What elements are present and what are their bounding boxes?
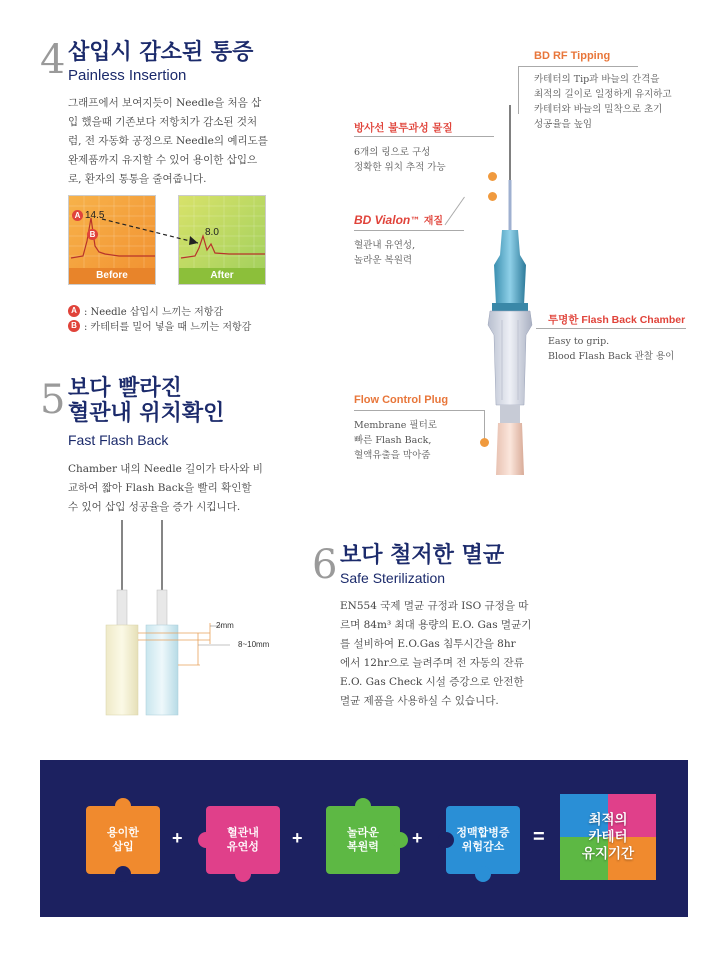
section-5-body <box>68 460 288 517</box>
piece-line: 삽입 <box>112 840 134 853</box>
vialon-body <box>354 238 415 268</box>
plug-leader <box>484 410 485 440</box>
rf-line: 성공율을 높임 <box>534 119 593 130</box>
section-4-subtitle: Painless Insertion <box>68 67 187 84</box>
piece-line: 복원력 <box>347 840 379 853</box>
vialon-line: 혈관내 유연성, <box>354 240 416 251</box>
rf-tipping-title: BD RF Tipping <box>534 50 611 62</box>
flashback-body <box>548 334 674 364</box>
vialon-brand: BD Vialon <box>354 213 411 227</box>
flashback-title: 투명한 Flash Back Chamber <box>548 314 686 326</box>
needle-comparison-illustration <box>90 520 290 720</box>
body-line: EN554 국제 멸균 규정과 ISO 규정을 따 <box>340 600 529 612</box>
piece-line: 혈관내 <box>227 826 259 839</box>
body-line: 르며 84m³ 최대 용량의 E.O. Gas 멸균기 <box>340 619 532 631</box>
plus-sign: + <box>412 828 423 848</box>
dimension-8-10mm: 8~10mm <box>238 640 270 649</box>
puzzle-knob-icon <box>115 798 131 814</box>
vialon-title <box>354 212 443 227</box>
body-line: E.O. Gas Check 시설 증강으로 안전한 <box>340 676 524 688</box>
benefits-banner <box>40 760 688 917</box>
radiopaque-line: 정확한 위치 추적 가능 <box>354 162 446 173</box>
plug-line: 혈액유출을 막아줌 <box>354 450 431 461</box>
piece-line: 정맥합병증 <box>456 826 510 839</box>
result-puzzle <box>560 794 656 880</box>
equals-sign: = <box>533 826 545 848</box>
flashback-divider <box>536 328 686 329</box>
body-line: 를 설비하여 E.O.Gas 침투시간을 8hr <box>340 638 516 650</box>
legend-b <box>68 318 251 333</box>
body-line: 럼, 전 자동화 공정으로 Needle의 예리도를 <box>68 135 268 147</box>
section-6-body <box>340 597 580 711</box>
section-5-title-line2: 혈관내 위치확인 <box>68 401 225 427</box>
vialon-dot-icon <box>488 192 497 201</box>
radiopaque-dot-icon <box>488 172 497 181</box>
body-line: Chamber 내의 Needle 길이가 타사와 비 <box>68 463 263 475</box>
result-line: 최적의 <box>588 811 628 828</box>
dimension-2mm: 2mm <box>216 621 234 630</box>
rf-line: 카테터와 바늘의 밀착으로 초기 <box>534 104 663 115</box>
rf-leader <box>518 66 519 114</box>
section-6-subtitle: Safe Sterilization <box>340 570 446 586</box>
legend-b-text: : 카테터를 밀어 넣을 때 느끼는 저항감 <box>84 322 252 333</box>
piece-line: 위험감소 <box>461 840 505 853</box>
body-line: 그래프에서 보여지듯이 Needle을 처음 삽 <box>68 97 262 109</box>
vialon-line: 놀라운 복원력 <box>354 255 413 266</box>
puzzle-piece-flexibility <box>206 806 280 874</box>
before-label: Before <box>69 268 155 284</box>
section-5-title-line1: 보다 빨라진 <box>68 376 182 401</box>
rf-line: 카테터의 Tip과 바늘의 간격을 <box>534 74 660 85</box>
body-line: 교하여 짧아 Flash Back을 빨리 확인할 <box>68 482 252 494</box>
section-4-body <box>68 94 298 189</box>
section-4-title: 삽입시 감소된 통증 <box>68 40 254 65</box>
marker-a-icon: A <box>72 210 83 221</box>
puzzle-knob-icon <box>475 866 491 882</box>
body-line: 완제품까지 유지할 수 있어 용이한 삽입으 <box>68 154 258 166</box>
rf-tipping-body <box>534 72 704 132</box>
body-line: 수 있어 삽입 성공율을 증가 시킵니다. <box>68 501 241 513</box>
section-4-number: 4 <box>40 37 66 83</box>
legend-a-text: : Needle 삽입시 느끼는 저항감 <box>84 307 224 318</box>
puzzle-notch-icon <box>438 832 454 848</box>
before-value: 14.5 <box>85 210 105 221</box>
plug-line: 빠른 Flash Back, <box>354 435 432 446</box>
flashback-line: Easy to grip. <box>548 336 610 347</box>
radiopaque-title: 방사선 불투과성 물질 <box>354 122 453 134</box>
plug-divider <box>354 410 484 411</box>
flashback-line: Blood Flash Back 관찰 용이 <box>548 351 675 362</box>
after-value: 8.0 <box>205 227 219 238</box>
section-6-title: 보다 철저한 멸균 <box>340 543 505 568</box>
puzzle-knob-icon <box>392 832 408 848</box>
section-5-subtitle: Fast Flash Back <box>68 432 169 448</box>
puzzle-notch-icon <box>115 866 131 882</box>
body-line: 멸균 제품을 사용하실 수 있습니다. <box>340 695 499 707</box>
marker-b-icon: B <box>87 229 98 240</box>
body-line: 에서 12hr으로 늘려주며 전 자동의 잔류 <box>340 657 524 669</box>
piece-line: 놀라운 <box>347 826 379 839</box>
plug-line: Membrane 필터로 <box>354 420 437 431</box>
result-line: 유지기간 <box>581 845 635 862</box>
puzzle-knob-icon <box>235 866 251 882</box>
legend-a <box>68 303 223 318</box>
vialon-divider <box>354 230 464 231</box>
radiopaque-line: 6개의 링으로 구성 <box>354 147 431 158</box>
puzzle-piece-risk-reduction <box>446 806 520 874</box>
comparison-arrow <box>68 195 268 255</box>
rf-line: 최적의 길이로 일정하게 유지하고 <box>534 89 672 100</box>
puzzle-knob-icon <box>198 832 214 848</box>
puzzle-piece-easy-insertion <box>86 806 160 874</box>
body-line: 로, 환자의 통통을 줄여줍니다. <box>68 173 207 185</box>
result-line: 카테터 <box>588 828 628 845</box>
plus-sign: + <box>292 828 303 848</box>
plug-body <box>354 418 437 463</box>
section-6-number: 6 <box>312 542 338 588</box>
plug-title: Flow Control Plug <box>354 394 449 406</box>
vialon-suffix: ™ 재질 <box>410 216 444 227</box>
piece-line: 용이한 <box>107 826 139 839</box>
after-label: After <box>179 268 265 284</box>
plus-sign: + <box>172 828 183 848</box>
body-line: 입 했을때 기존보다 저항치가 감소된 것처 <box>68 116 258 128</box>
legend-a-icon: A <box>68 305 80 317</box>
catheter-illustration <box>440 105 580 485</box>
legend-b-icon: B <box>68 320 80 332</box>
section-5-number: 5 <box>40 377 66 423</box>
result-text <box>560 794 656 880</box>
puzzle-knob-icon <box>355 798 371 814</box>
radiopaque-divider <box>354 136 494 137</box>
puzzle-piece-recovery <box>326 806 400 874</box>
section-5-title <box>68 376 224 427</box>
radiopaque-body <box>354 145 446 175</box>
rf-divider <box>518 66 638 67</box>
piece-line: 유연성 <box>227 840 259 853</box>
plug-dot-icon <box>480 438 489 447</box>
